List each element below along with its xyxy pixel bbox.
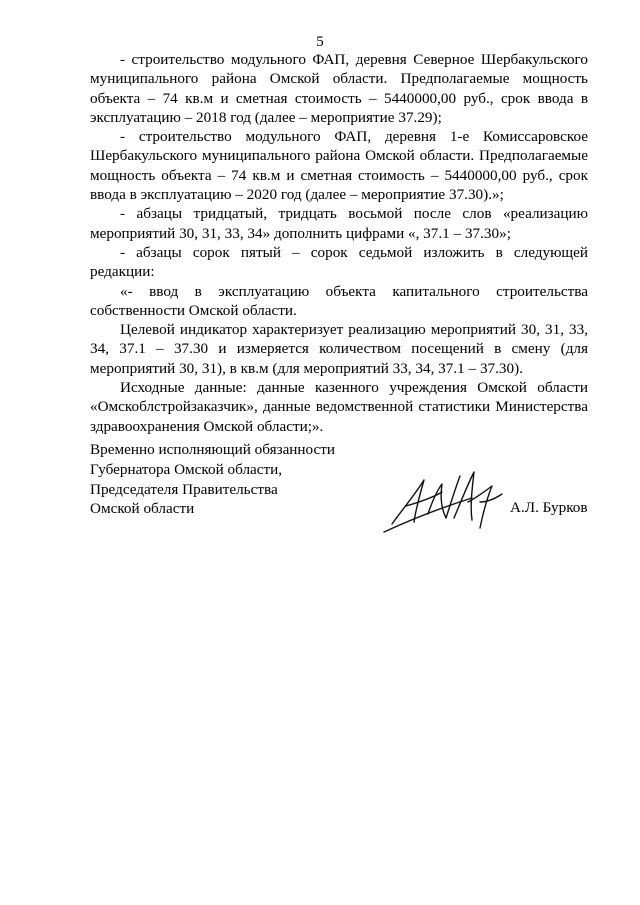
signature-block bbox=[90, 440, 610, 530]
paragraph-fap-severnoe: - строительство модульного ФАП, деревня Северное Шербакульского муниципального района Омской области. Предполагаемые мощность объекта – 74 кв.м и сметная стоимость – 5440000,00 руб., срок ввода в эксплуатацию – 2018 год (далее – мероприятие 37.29); bbox=[90, 51, 588, 126]
handwritten-signature bbox=[380, 462, 510, 542]
signatory-title-line: Омской области bbox=[90, 500, 195, 518]
signatory-title-line: Председателя Правительства bbox=[90, 480, 278, 498]
document-body bbox=[90, 50, 588, 436]
paragraph-vvod-v-ekspluataciyu: «- ввод в эксплуатацию объекта капитального строительства собственности Омской области. bbox=[90, 282, 588, 319]
paragraph-abzacy-30-38: - абзацы тридцатый, тридцать восьмой после слов «реализацию мероприятий 30, 31, 33, 34» дополнить цифрами «, 37.1 – 37.30»; bbox=[90, 205, 588, 242]
signatory-title-line: Временно исполняющий обязанности bbox=[90, 441, 336, 458]
signatory-title bbox=[90, 440, 335, 519]
signatory-title-line: Губернатора Омской области, bbox=[90, 460, 283, 478]
paragraph-fap-komissarovskoe: - строительство модульного ФАП, деревня 1-е Комиссаровское Шербакульского муниципального района Омской области. Предполагаемые мощность объекта – 74 кв.м и сметная стоимость – 5440000,00 руб., срок ввода в эксплуатацию – 2020 год (далее – мероприятие 37.30).»; bbox=[90, 128, 588, 204]
paragraph-celevoy-indikator: Целевой индикатор характеризует реализацию мероприятий 30, 31, 33, 34, 37.1 – 37.30 и измеряется количеством посещений в смену (для мероприятий 30, 31), в кв.м (для мероприятий 33, 34, 37.1 – 37.30). bbox=[90, 321, 588, 377]
paragraph-abzacy-45-47: - абзацы сорок пятый – сорок седьмой изложить в следующей редакции: bbox=[90, 243, 588, 281]
page-number: 5 bbox=[316, 34, 324, 50]
signatory-name: А.Л. Бурков bbox=[510, 499, 588, 516]
paragraph-ishodnye-dannye: Исходные данные: данные казенного учреждения Омской области «Омскоблстройзаказчик», данные ведомственной статистики Министерства здравоохранения Омской области;». bbox=[90, 379, 588, 435]
